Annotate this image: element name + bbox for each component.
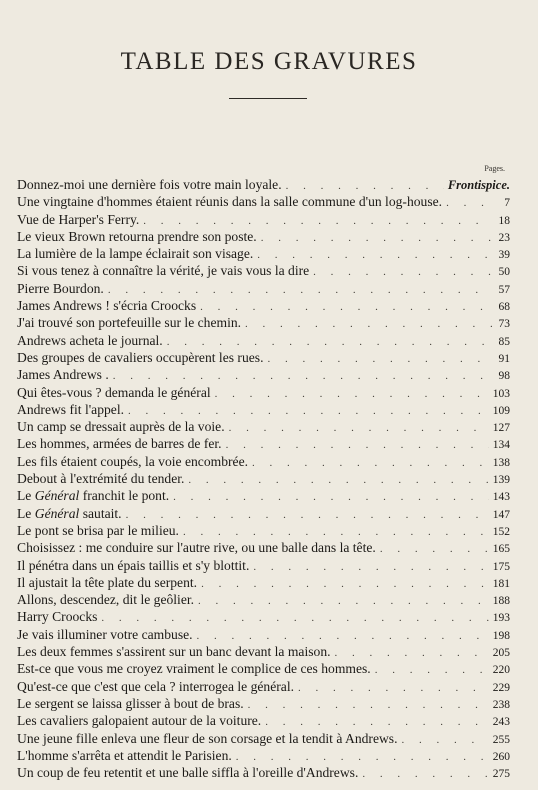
entry-caption: Qui êtes-vous ? demanda le général bbox=[17, 384, 211, 400]
list-item bbox=[17, 695, 510, 712]
dot-leader bbox=[215, 386, 489, 403]
list-item bbox=[17, 280, 510, 297]
list-item bbox=[17, 418, 510, 435]
list-item bbox=[17, 660, 510, 677]
italic-word: Général bbox=[34, 488, 80, 504]
entry-caption: Est-ce que vous me croyez vraiment le complice de ces hommes. bbox=[17, 661, 371, 677]
entry-caption: Le Général sautait. bbox=[17, 505, 122, 521]
entry-caption: Debout à l'extrémité du tender. bbox=[17, 471, 185, 487]
entry-page-number: 109 bbox=[492, 404, 510, 417]
entry-caption: Il pénétra dans un épais taillis et s'y blottit. bbox=[17, 557, 250, 573]
entry-page-number: 193 bbox=[492, 612, 510, 625]
list-item bbox=[17, 297, 510, 314]
dot-leader bbox=[375, 662, 489, 679]
list-item bbox=[17, 435, 510, 452]
entry-page-number: 50 bbox=[498, 266, 510, 279]
dot-leader bbox=[380, 541, 489, 558]
entry-caption: Allons, descendez, dit le geôlier. bbox=[17, 592, 195, 608]
entry-caption: Un coup de feu retentit et une balle siffla à l'oreille d'Andrews. bbox=[17, 765, 359, 781]
list-item bbox=[17, 626, 510, 643]
entry-caption: Le vieux Brown retourna prendre son poste. bbox=[17, 228, 257, 244]
dot-leader bbox=[248, 697, 489, 714]
list-item bbox=[17, 176, 510, 193]
italic-word: Général bbox=[34, 505, 80, 521]
entry-caption: Une vingtaine d'hommes étaient réunis dans la salle commune d'un log-house. bbox=[17, 194, 443, 210]
entry-page-number: 134 bbox=[492, 439, 510, 452]
entry-caption: La lumière de la lampe éclairait son visage. bbox=[17, 246, 254, 262]
entry-page-number: 139 bbox=[492, 474, 510, 487]
dot-leader bbox=[298, 680, 489, 697]
entry-page-number: 220 bbox=[492, 664, 510, 677]
list-item bbox=[17, 349, 510, 366]
dot-leader bbox=[401, 732, 488, 749]
list-item bbox=[17, 764, 510, 781]
list-item bbox=[17, 522, 510, 539]
dot-leader bbox=[188, 472, 488, 489]
entry-caption: Donnez-moi une dernière fois votre main loyale. bbox=[17, 177, 282, 192]
dot-leader bbox=[267, 351, 492, 368]
entry-page-number: 57 bbox=[498, 283, 510, 296]
entry-page-number: 91 bbox=[498, 352, 510, 365]
entry-caption: Le sergent se laissa glisser à bout de bras. bbox=[17, 695, 244, 711]
entry-page-number: 18 bbox=[498, 214, 510, 227]
entry-page-number: 152 bbox=[492, 525, 510, 538]
list-item bbox=[17, 332, 510, 349]
entry-caption: Harry Croocks bbox=[17, 609, 98, 625]
entry-caption: Si vous tenez à connaître la vérité, je vais vous la dire bbox=[17, 263, 310, 279]
list-item bbox=[17, 747, 510, 764]
list-item bbox=[17, 228, 510, 245]
engravings-list bbox=[17, 176, 510, 781]
title-rule bbox=[229, 98, 307, 99]
list-item bbox=[17, 470, 510, 487]
entry-caption: Les hommes, armées de barres de fer. bbox=[17, 436, 222, 452]
entry-caption: Un camp se dressait auprès de la voie. bbox=[17, 419, 225, 435]
dot-leader bbox=[261, 230, 492, 247]
entry-page-number: 175 bbox=[492, 560, 510, 573]
entry-caption: Qu'est-ce que c'est que cela ? interrogea le général. bbox=[17, 678, 294, 694]
entry-page-number: 98 bbox=[498, 370, 510, 383]
entry-caption: James Andrews . bbox=[17, 367, 109, 383]
list-item bbox=[17, 366, 510, 383]
dot-leader bbox=[446, 195, 492, 212]
dot-leader bbox=[253, 559, 488, 576]
entry-page-number: 147 bbox=[492, 508, 510, 521]
dot-leader bbox=[200, 299, 492, 316]
page-title: TABLE DES GRAVURES bbox=[120, 48, 418, 75]
dot-leader bbox=[252, 455, 489, 472]
entry-page-number: 165 bbox=[492, 543, 510, 556]
entry-page-number: 103 bbox=[492, 387, 510, 400]
entry-page-number: 188 bbox=[492, 595, 510, 608]
entry-caption: Le Général franchit le pont. bbox=[17, 488, 170, 504]
entry-page-number: 143 bbox=[492, 491, 510, 504]
entry-caption: James Andrews ! s'écria Croocks bbox=[17, 298, 197, 314]
dot-leader bbox=[173, 489, 489, 506]
entry-caption: L'homme s'arrêta et attendit le Parisien. bbox=[17, 747, 232, 763]
dot-leader bbox=[245, 316, 492, 333]
entry-page-number: 255 bbox=[492, 733, 510, 746]
entry-caption: Une jeune fille enleva une fleur de son corsage et la tendit à Andrews. bbox=[17, 730, 398, 746]
entry-caption: Choisissez : me conduire sur l'autre rive, ou une balle dans la tête. bbox=[17, 540, 376, 556]
entry-caption: Le pont se brisa par le milieu. bbox=[17, 522, 179, 538]
dot-leader bbox=[226, 437, 489, 454]
entry-page-number: 68 bbox=[498, 301, 510, 314]
entry-page-number: 229 bbox=[492, 681, 510, 694]
entry-caption: Des groupes de cavaliers occupèrent les rues. bbox=[17, 349, 264, 365]
entry-page-number: Frontispice. bbox=[447, 178, 510, 192]
entry-page-number: 260 bbox=[492, 750, 510, 763]
list-item bbox=[17, 591, 510, 608]
list-item bbox=[17, 574, 510, 591]
entry-page-number: 85 bbox=[498, 335, 510, 348]
dot-leader bbox=[362, 766, 488, 783]
entry-page-number: 275 bbox=[492, 768, 510, 781]
list-item bbox=[17, 453, 510, 470]
list-item bbox=[17, 539, 510, 556]
entry-caption: Je vais illuminer votre cambuse. bbox=[17, 626, 193, 642]
entry-page-number: 205 bbox=[492, 647, 510, 660]
dot-leader bbox=[229, 420, 489, 437]
entry-page-number: 23 bbox=[498, 231, 510, 244]
dot-leader bbox=[313, 264, 492, 281]
entry-caption: Il ajustait la tête plate du serpent. bbox=[17, 574, 198, 590]
list-item bbox=[17, 712, 510, 729]
entry-page-number: 7 bbox=[504, 197, 510, 210]
list-item bbox=[17, 262, 510, 279]
entry-caption: Vue de Harper's Ferry. bbox=[17, 211, 140, 227]
list-item bbox=[17, 678, 510, 695]
entry-caption: Les deux femmes s'assirent sur un banc devant la maison. bbox=[17, 644, 331, 660]
list-item bbox=[17, 193, 510, 210]
entry-caption: Pierre Bourdon. bbox=[17, 280, 104, 296]
entry-page-number: 198 bbox=[492, 629, 510, 642]
pages-column-label: Pages. bbox=[484, 164, 505, 173]
list-item bbox=[17, 643, 510, 660]
entry-caption: Les fils étaient coupés, la voie encombrée. bbox=[17, 453, 249, 469]
entry-caption: Andrews acheta le journal. bbox=[17, 332, 163, 348]
entry-caption: J'ai trouvé son portefeuille sur le chemin. bbox=[17, 315, 242, 331]
list-item bbox=[17, 211, 510, 228]
dot-leader bbox=[201, 576, 489, 593]
dot-leader bbox=[126, 507, 489, 524]
list-item bbox=[17, 401, 510, 418]
entry-page-number: 238 bbox=[492, 698, 510, 711]
entry-caption: Andrews fit l'appel. bbox=[17, 401, 125, 417]
entry-page-number: 39 bbox=[498, 249, 510, 262]
list-item bbox=[17, 487, 510, 504]
entry-page-number: 127 bbox=[492, 422, 510, 435]
list-item bbox=[17, 557, 510, 574]
entry-page-number: 138 bbox=[492, 456, 510, 469]
list-item bbox=[17, 314, 510, 331]
list-item bbox=[17, 384, 510, 401]
list-item bbox=[17, 730, 510, 747]
entry-page-number: 73 bbox=[498, 318, 510, 331]
list-item bbox=[17, 608, 510, 625]
dot-leader bbox=[198, 593, 489, 610]
entry-caption: Les cavaliers galopaient autour de la voiture. bbox=[17, 713, 262, 729]
list-item bbox=[17, 245, 510, 262]
list-item bbox=[17, 505, 510, 522]
entry-page-number: 243 bbox=[492, 716, 510, 729]
entry-page-number: 181 bbox=[492, 577, 510, 590]
